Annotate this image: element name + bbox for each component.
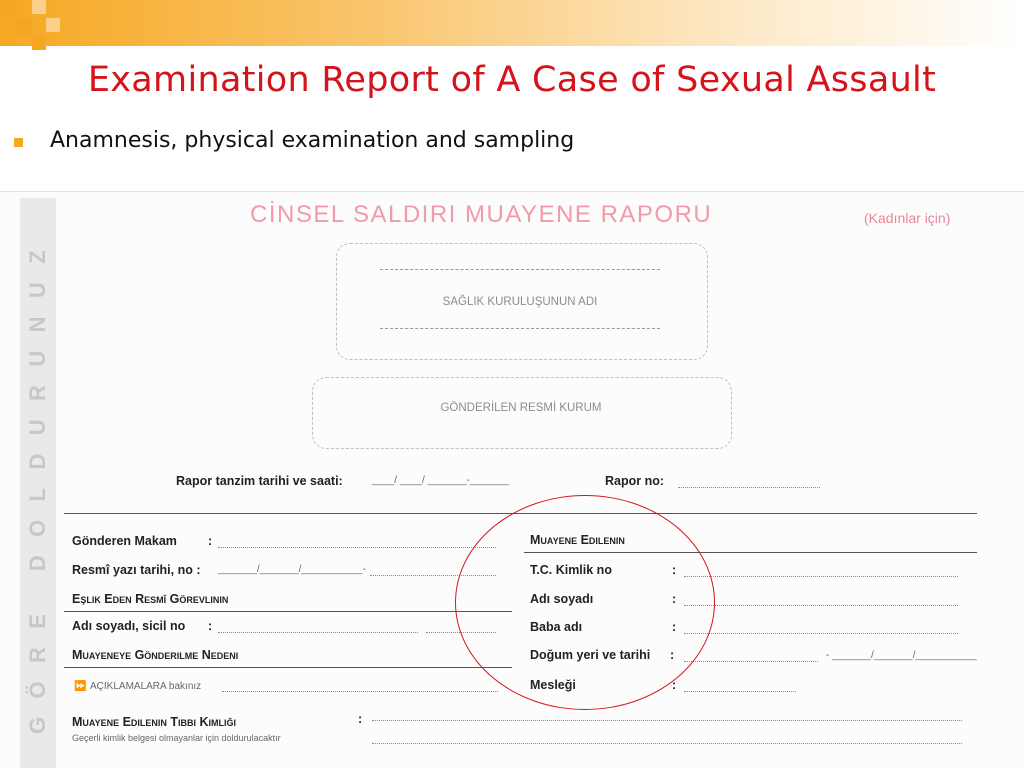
header-gradient-bar	[0, 0, 1024, 46]
logo-square-3	[32, 36, 46, 50]
father-name-label: Baba adı	[530, 620, 583, 634]
name-line	[684, 605, 958, 606]
escort-name-colon: :	[208, 619, 213, 633]
report-date-value: ____/ ____/ _______-_______	[372, 475, 509, 486]
sender-label: Gönderen Makam	[72, 534, 177, 548]
form-subtitle: (Kadınlar için)	[864, 210, 951, 226]
medical-id-line-1	[372, 720, 962, 721]
tc-id-label: T.C. Kimlik no	[530, 563, 612, 577]
bullet-square-icon	[14, 138, 23, 147]
referral-divider	[64, 667, 512, 668]
medical-id-heading: Muayene Edilenin Tıbbi Kimliği	[72, 715, 237, 729]
birth-label: Doğum yeri ve tarihi	[530, 648, 651, 662]
slide-title: Examination Report of A Case of Sexual Assault	[87, 60, 937, 100]
institution-dotted-line-bottom	[380, 328, 660, 329]
examinee-heading: Muayene Edilenin	[530, 533, 625, 547]
tc-id-line	[684, 576, 958, 577]
escort-name-label: Adı soyadı, sicil no	[72, 619, 186, 633]
vertical-banner-text: GÖRE DOLDURUNUZ	[25, 231, 50, 735]
report-no-label: Rapor no:	[605, 474, 665, 488]
escort-divider	[64, 611, 512, 612]
highlight-circle	[455, 495, 715, 710]
report-date-label: Rapor tanzim tarihi ve saati:	[176, 474, 343, 488]
medical-id-note: Geçerli kimlik belgesi olmayanlar için doldurulacaktır	[72, 733, 281, 743]
birth-place-line	[684, 661, 818, 662]
birth-date-value: - _______/_______/___________	[826, 650, 977, 661]
slide-bullet: Anamnesis, physical examination and sampling	[50, 128, 575, 153]
logo-square-4	[32, 0, 46, 14]
logo-square-1	[0, 0, 16, 16]
father-name-colon: :	[672, 620, 677, 634]
sender-line	[218, 547, 496, 548]
occupation-colon: :	[672, 678, 677, 692]
explanation-text: AÇIKLAMALARA bakınız	[90, 681, 202, 692]
report-no-line	[678, 487, 820, 488]
occupation-label: Mesleği	[530, 678, 576, 692]
form-title: CİNSEL SALDIRI MUAYENE RAPORU	[250, 201, 713, 228]
occupation-line	[684, 691, 796, 692]
medical-id-line-2	[372, 743, 962, 744]
birth-colon: :	[670, 648, 675, 662]
name-colon: :	[672, 592, 677, 606]
official-letter-value: _______/_______/___________-	[218, 564, 366, 575]
institution-dotted-line-top	[380, 269, 660, 270]
logo-square-2	[16, 18, 32, 34]
sending-institution-label: GÖNDERİLEN RESMİ KURUM	[440, 402, 602, 414]
tc-id-colon: :	[672, 563, 677, 577]
sender-colon: :	[208, 534, 213, 548]
medical-id-colon: :	[358, 712, 363, 726]
logo-square-5	[46, 18, 60, 32]
explanation-line	[222, 691, 498, 692]
referral-heading: Muayeneye Gönderilme Nedeni	[72, 648, 239, 662]
official-letter-label: Resmî yazı tarihi, no :	[72, 563, 201, 577]
explanation-arrow-icon: ⏩	[74, 681, 87, 692]
escort-heading: Eşlik Eden Resmî Görevlinin	[72, 592, 229, 606]
institution-label: SAĞLIK KURULUŞUNUN ADI	[442, 296, 598, 308]
escort-name-line	[218, 632, 418, 633]
name-label: Adı soyadı	[530, 592, 594, 606]
father-name-line	[684, 633, 958, 634]
